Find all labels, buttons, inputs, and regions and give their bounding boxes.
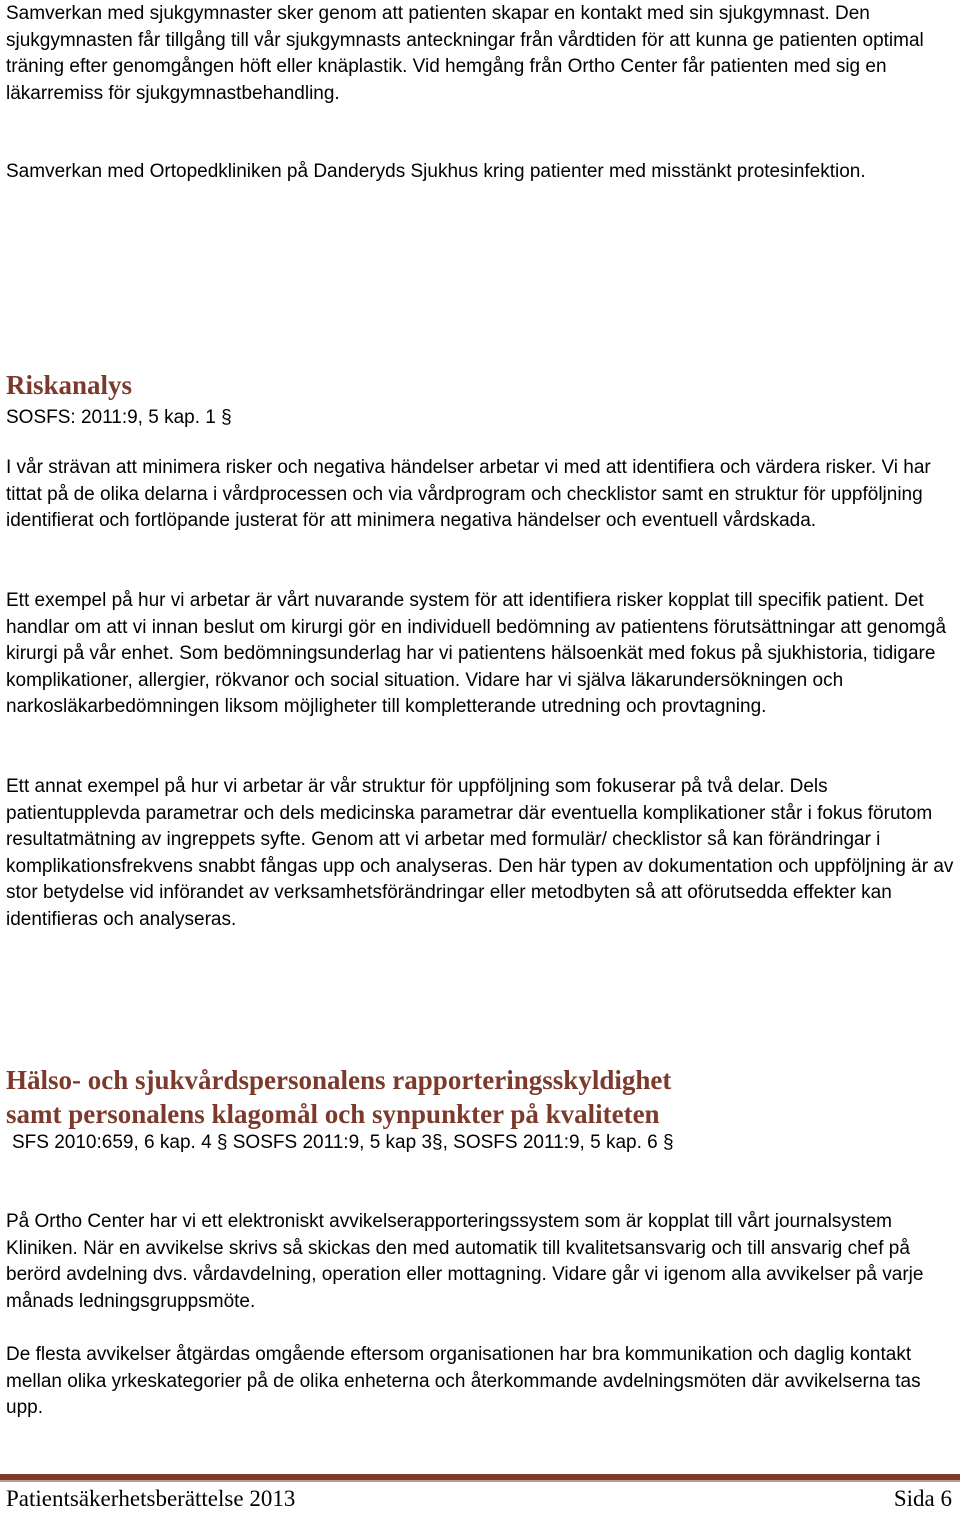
riskanalys-paragraph-2: Ett exempel på hur vi arbetar är vårt nuvarande system för att identifiera risker kopplat till specifik patient. Det handlar om att vi innan beslut om kirurgi gör en individuell bedömning av patientens förutsättningar att genomgå kirurgi på vår enhet. Som bedömningsunderlag har vi patientens hälsoenkät med fokus på sjukhistoria, tidigare komplikationer, allergier, rökvanor och social situation. Vidare har vi själva läkarundersökningen och narkosläkarbedömningen liksom möjligheter till kompletterande utredning och provtagning. — [6, 590, 947, 717]
rapportering-paragraph-2: De flesta avvikelser åtgärdas omgående eftersom organisationen har bra kommunikation och daglig kontakt mellan olika yrkeskategorier på de olika enheterna och återkommande avdelningsmöten där avvikelserna tas upp. — [6, 1344, 921, 1418]
footer-divider — [0, 1474, 960, 1480]
riskanalys-reference: SOSFS: 2011:9, 5 kap. 1 § — [6, 407, 232, 428]
rapportering-heading — [6, 1063, 956, 1131]
rapportering-heading-line-1: Hälso- och sjukvårdspersonalens rapporteringsskyldighet — [6, 1065, 672, 1095]
intro-paragraph-1: Samverkan med sjukgymnaster sker genom att patienten skapar en kontakt med sin sjukgymnast. Den sjukgymnasten får tillgång till vår sjukgymnasts anteckningar från vårdtiden för att kunna ge patienten optimal träning efter genomgången höft eller knäplastik. Vid hemgång från Ortho Center får patienten med sig en läkarremiss för sjukgymnastbehandling. — [6, 3, 924, 104]
rapportering-heading-line-2: samt personalens klagomål och synpunkter på kvaliteten — [6, 1099, 660, 1129]
riskanalys-paragraph-1: I vår strävan att minimera risker och negativa händelser arbetar vi med att identifiera och värdera risker. Vi har tittat på de olika delarna i vårdprocessen och via vårdprogram och checklistor samt en struktur för uppföljning identifierat och fortlöpande justerat för att minimera negativa händelser och eventuell vårdskada. — [6, 457, 931, 531]
footer-page-number: Sida 6 — [893, 1486, 952, 1511]
rapportering-reference: SFS 2010:659, 6 kap. 4 § SOSFS 2011:9, 5 kap 3§, SOSFS 2011:9, 5 kap. 6 § — [12, 1132, 674, 1153]
footer-document-title: Patientsäkerhetsberättelse 2013 — [6, 1486, 296, 1511]
page-footer — [6, 1485, 952, 1513]
riskanalys-paragraph-3: Ett annat exempel på hur vi arbetar är vår struktur för uppföljning som fokuserar på två delar. Dels patientupplevda parametrar och dels medicinska parametrar där eventuella komplikationer står i fokus förutom resultatmätning av ingreppets syfte. Genom att vi arbetar med formulär/ checklistor så kan förändringar i komplikationsfrekvens snabbt fångas upp och analyseras. Den här typen av dokumentation och uppföljning är av stor betydelse vid införandet av verksamhetsförändringar eller metodbyten så att oförutsedda effekter kan identifieras och analyseras. — [6, 776, 954, 930]
riskanalys-heading: Riskanalys — [6, 370, 133, 400]
rapportering-paragraph-1: På Ortho Center har vi ett elektroniskt avvikelserapporteringssystem som är kopplat till vårt journalsystem Kliniken. När en avvikelse skrivs så skickas den med automatik till kvalitetsansvarig och till ansvarig chef på berörd avdelning dvs. vårdavdelning, operation eller mottagning. Vidare går vi igenom alla avvikelser på varje månads ledningsgruppsmöte. — [6, 1211, 924, 1312]
intro-paragraph-2: Samverkan med Ortopedkliniken på Danderyds Sjukhus kring patienter med misstänkt protesinfektion. — [6, 161, 866, 182]
